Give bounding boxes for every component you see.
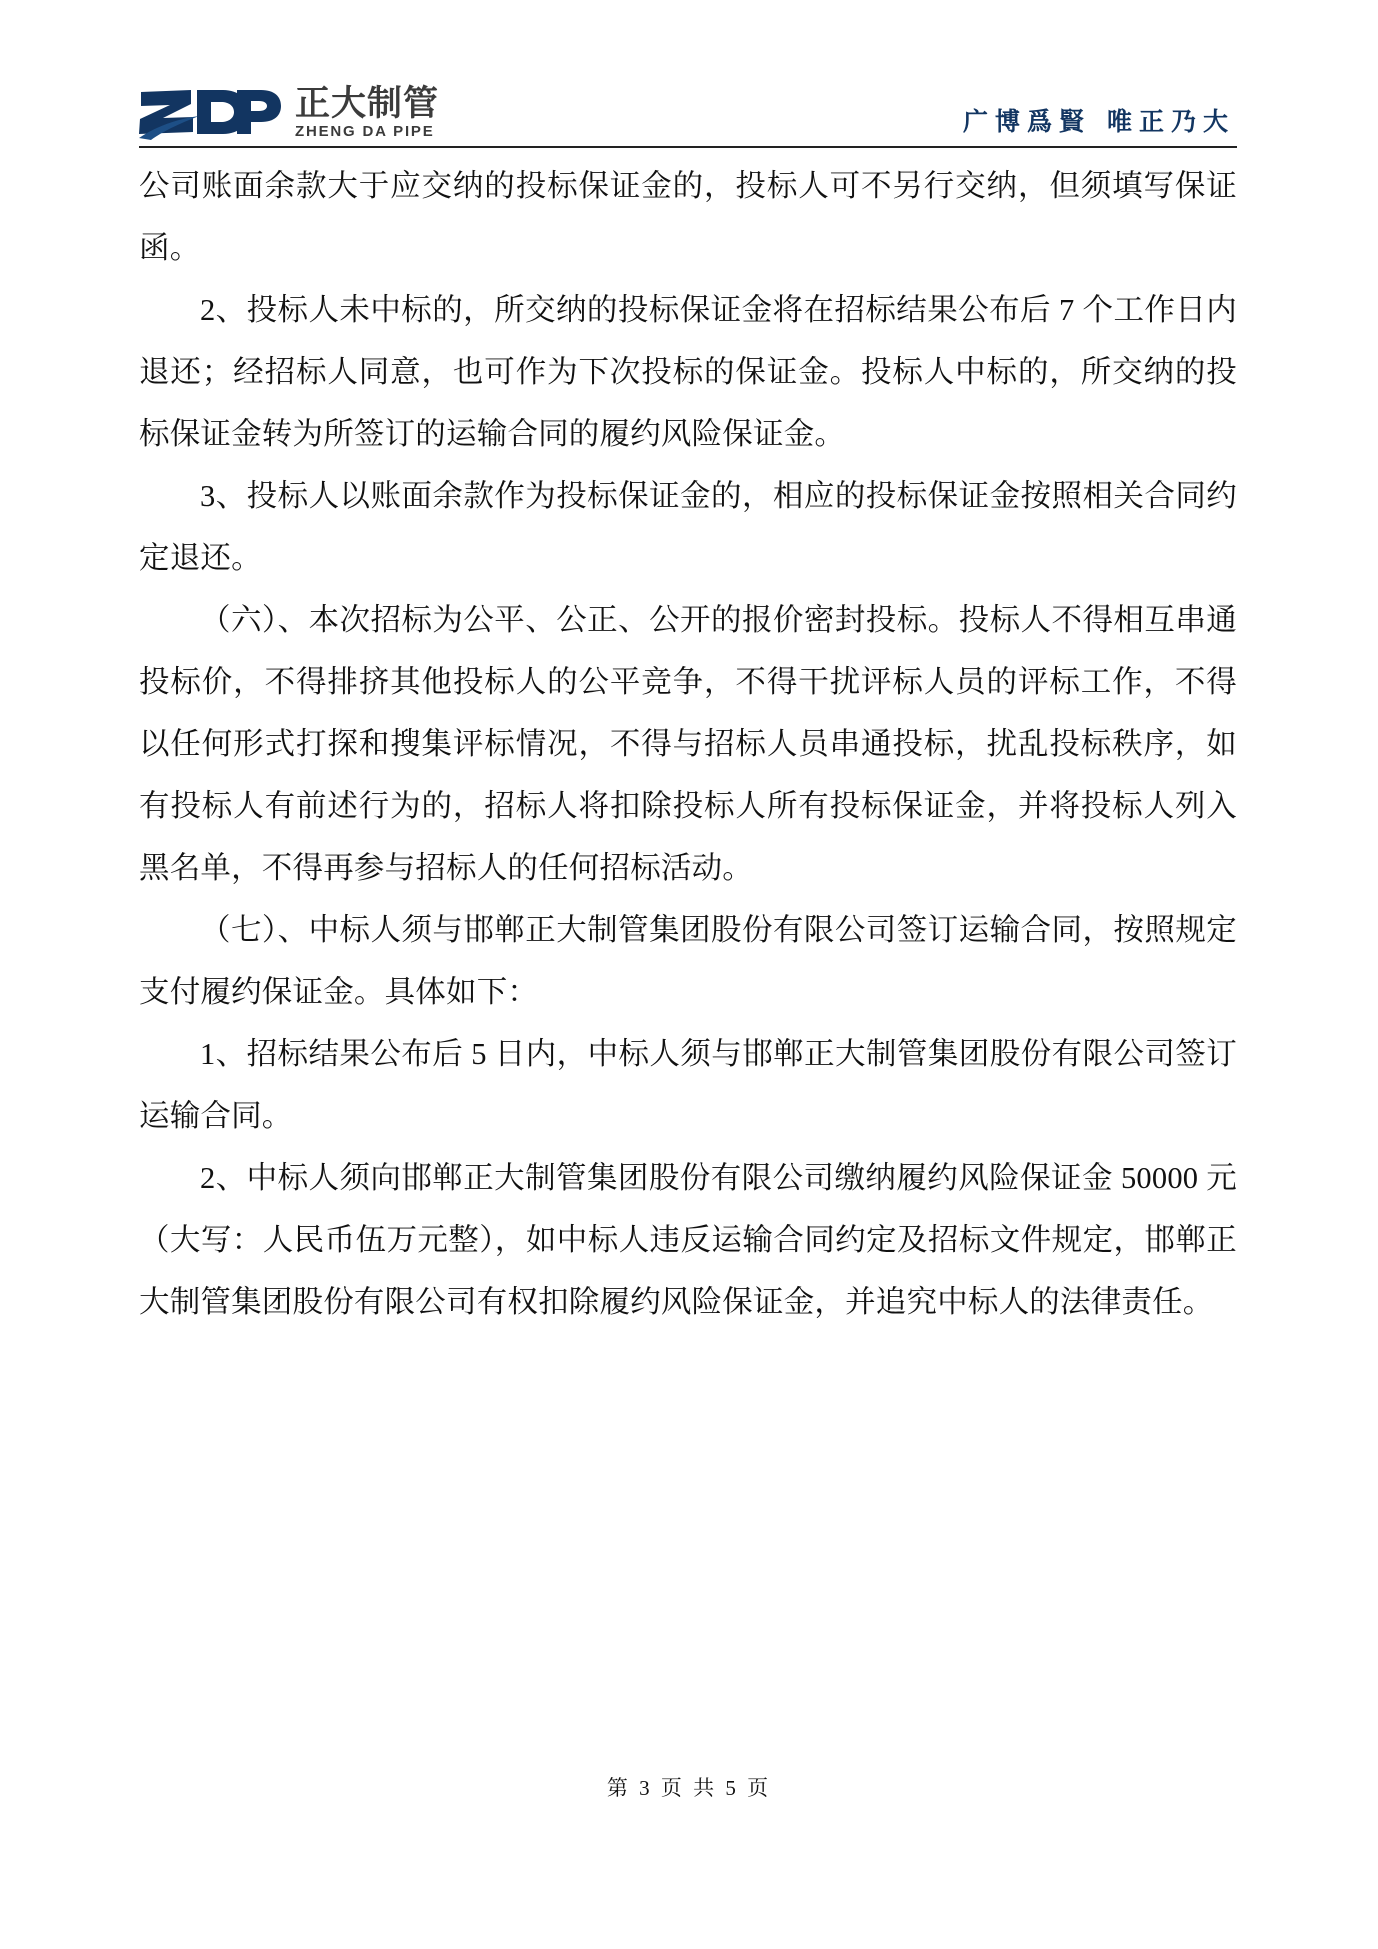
slogan-right: 唯正乃大 xyxy=(1106,109,1235,136)
company-name-en: ZHENG DA PIPE xyxy=(295,122,435,140)
paragraph: （六）、本次招标为公平、公正、公开的报价密封投标。投标人不得相互串通投标价，不得排挤其他投标人的公平竞争，不得干扰评标人员的评标工作，不得以任何形式打探和搜集评标情况，不得与招标人员串通投标，扰乱投标秩序，如有投标人有前述行为的，招标人将扣除投标人所有投标保证金，并将投标人列入黑名单，不得再参与招标人的任何招标活动。 xyxy=(139,603,1237,885)
document-body xyxy=(139,155,1237,1333)
paragraph: （七）、中标人须与邯郸正大制管集团股份有限公司签订运输合同，按照规定支付履约保证金。具体如下： xyxy=(139,913,1237,1009)
paragraph: 2、投标人未中标的，所交纳的投标保证金将在招标结果公布后 7 个工作日内退还；经招标人同意，也可作为下次投标的保证金。投标人中标的，所交纳的投标保证金转为所签订的运输合同的履约风险保证金。 xyxy=(139,293,1237,451)
paragraph: 3、投标人以账面余款作为投标保证金的，相应的投标保证金按照相关合同约定退还。 xyxy=(139,479,1237,575)
paragraph: 1、招标结果公布后 5 日内，中标人须与邯郸正大制管集团股份有限公司签订运输合同。 xyxy=(139,1037,1237,1133)
company-logo xyxy=(139,70,439,142)
slogan-left: 广博爲賢 xyxy=(962,109,1091,136)
paragraph: 2、中标人须向邯郸正大制管集团股份有限公司缴纳履约风险保证金 50000 元（大写：人民币伍万元整），如中标人违反运输合同约定及招标文件规定，邯郸正大制管集团股份有限公司有权扣除履约风险保证金，并追究中标人的法律责任。 xyxy=(139,1161,1237,1319)
brand-text-block xyxy=(295,86,439,142)
paragraph: 公司账面余款大于应交纳的投标保证金的，投标人可不另行交纳，但须填写保证函。 xyxy=(139,169,1237,265)
zdp-logo-icon xyxy=(139,82,281,142)
page-footer: 第 3 页 共 5 页 xyxy=(606,1776,772,1800)
page-header xyxy=(139,62,1235,142)
header-divider xyxy=(139,146,1237,148)
company-name-cn: 正大制管 xyxy=(295,84,440,124)
company-slogan xyxy=(963,102,1235,142)
